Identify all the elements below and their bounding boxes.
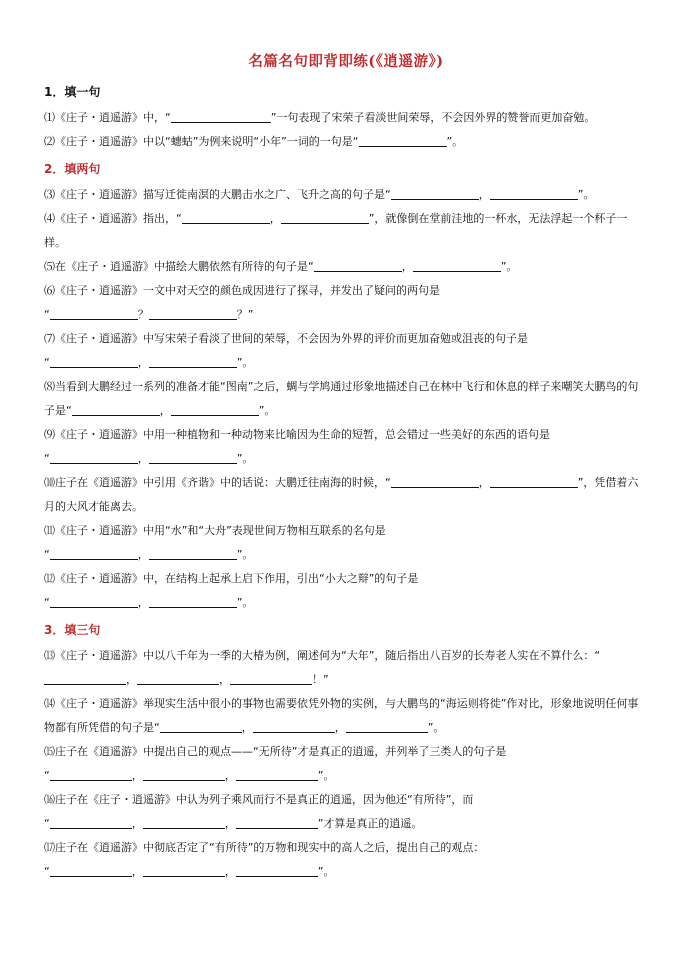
question-text: ， [137,356,149,369]
question-text: ， [401,260,413,273]
question-7 [44,327,648,351]
answer-blank[interactable] [50,768,132,781]
question-17-answer-line [44,860,648,884]
answer-blank[interactable] [160,720,242,733]
question-3 [44,183,648,207]
question-text: ”。 [317,865,335,878]
question-12-answer-line [44,591,648,615]
question-text: ， [224,817,236,830]
section-heading-2: 2．填两句 [44,162,101,176]
answer-blank[interactable] [50,451,138,464]
answer-blank[interactable] [143,864,225,877]
question-text: ”，凭借着六月的大风才能离去。 [44,476,639,513]
answer-blank[interactable] [236,816,318,829]
question-text: ”。 [427,721,445,734]
question-text: ⒀《庄子・逍遥游》中以八千年为一季的大椿为例，阐述何为“大年”，随后指出八百岁的长寿老人实在不算什么：“ [44,649,601,662]
question-15-answer-line [44,764,648,788]
answer-blank[interactable] [490,475,578,488]
question-text: “ [44,548,50,561]
question-text: “ [44,452,50,465]
question-text: “ [44,769,50,782]
question-text: ！” [312,673,329,686]
answer-blank[interactable] [182,211,270,224]
question-1 [44,106,648,130]
question-text: “ [44,356,50,369]
question-text: ”。 [317,769,335,782]
answer-blank[interactable] [391,475,479,488]
question-text: “ [44,865,50,878]
question-text: ”。 [500,260,518,273]
answer-blank[interactable] [143,816,225,829]
answer-blank[interactable] [50,595,138,608]
question-text: ⑻当看到大鹏经过一系列的准备才能“图南”之后，蜩与学鸠通过形象地描述自己在林中飞行和休息的样子来嘲笑大鹏鸟的句子是“ [44,380,639,417]
answer-blank[interactable] [391,187,479,200]
question-8 [44,375,648,423]
question-9 [44,423,648,447]
question-text: ？” [236,308,254,321]
question-13 [44,644,648,692]
answer-blank[interactable] [253,720,335,733]
answer-blank[interactable] [72,403,160,416]
question-text: ⑸在《庄子・逍遥游》中描绘大鹏依然有所待的句子是“ [44,260,314,273]
question-6-answer-line [44,303,648,327]
answer-blank[interactable] [236,768,318,781]
section-heading-3: 3．填三句 [44,623,101,637]
question-text: ， [137,452,149,465]
answer-blank[interactable] [44,672,126,685]
question-2 [44,130,648,154]
answer-blank[interactable] [149,547,237,560]
question-text: “ [44,817,50,830]
question-text: ”。 [236,356,254,369]
question-text: ”才算是真正的逍遥。 [317,817,423,830]
question-text: ， [224,865,236,878]
question-text: ⒁《庄子・逍遥游》举现实生活中很小的事物也需要依凭外物的实例，与大鹏鸟的“海运则将徙”作对比，形象地说明任何事物都有所凭借的句子是“ [44,697,639,734]
answer-blank[interactable] [359,134,447,147]
question-text: ”一句表现了宋荣子看淡世间荣辱，不会因外界的赞誉而更加奋勉。 [270,111,596,124]
question-text: ， [131,769,143,782]
question-12 [44,567,648,591]
question-text: ⑵《庄子・逍遥游》中以“蟪蛄”为例来说明“小年”一词的一句是“ [44,135,359,148]
question-text: ⑼《庄子・逍遥游》中用一种植物和一种动物来比喻因为生命的短暂，总会错过一些美好的东西的语句是 [44,428,550,441]
answer-blank[interactable] [143,768,225,781]
question-text: ， [224,769,236,782]
answer-blank[interactable] [413,259,501,272]
question-4 [44,207,648,255]
question-text: ”。 [236,596,254,609]
question-text: ”。 [236,452,254,465]
answer-blank[interactable] [346,720,428,733]
question-text: ， [478,476,490,489]
answer-blank[interactable] [314,259,402,272]
question-text: ⒃庄子在《庄子・逍遥游》中认为列子乘风而行不是真正的逍遥，因为他还“有所待”，而 [44,793,474,806]
question-text: ， [137,548,149,561]
question-text: ， [269,212,281,225]
question-16 [44,788,648,812]
question-16-answer-line [44,812,648,836]
question-10 [44,471,648,519]
question-7-answer-line [44,351,648,375]
question-text: ⑺《庄子・逍遥游》中写宋荣子看淡了世间的荣辱，不会因为外界的评价而更加奋勉或沮丧的句子是 [44,332,528,345]
answer-blank[interactable] [281,211,369,224]
question-text: ⑽庄子在《逍遥游》中引用《齐谐》中的话说：大鹏迁往南海的时候，“ [44,476,391,489]
question-text: ⒂庄子在《逍遥游》中提出自己的观点——“无所待”才是真正的逍遥，并列举了三类人的句子是 [44,745,507,758]
answer-blank[interactable] [230,672,312,685]
answer-blank[interactable] [50,816,132,829]
question-17 [44,836,648,860]
answer-blank[interactable] [50,547,138,560]
answer-blank[interactable] [50,307,138,320]
answer-blank[interactable] [149,595,237,608]
question-text: ， [131,865,143,878]
question-text: ， [241,721,253,734]
question-5 [44,255,648,279]
answer-blank[interactable] [171,110,271,123]
question-6 [44,279,648,303]
question-11 [44,519,648,543]
question-text: “ [44,308,50,321]
answer-blank[interactable] [236,864,318,877]
question-text: ”，就像倒在堂前洼地的一杯水，无法浮起一个杯子一样。 [44,212,628,249]
question-text: ， [126,673,137,686]
answer-blank[interactable] [50,864,132,877]
question-15 [44,740,648,764]
question-text: ⑹《庄子・逍遥游》一文中对天空的颜色成因进行了探寻，并发出了疑问的两句是 [44,284,440,297]
question-text: “ [44,596,50,609]
answer-blank[interactable] [149,355,237,368]
question-14 [44,692,648,740]
question-text: ⑴《庄子・逍遥游》中，“ [44,111,171,124]
answer-blank[interactable] [50,355,138,368]
question-9-answer-line [44,447,648,471]
question-text: ⑿《庄子・逍遥游》中，在结构上起承上启下作用，引出“小大之辩”的句子是 [44,572,419,585]
question-text: ”。 [577,188,595,201]
question-text: ⑾《庄子・逍遥游》中用“水”和“大舟”表现世间万物相互联系的名句是 [44,524,386,537]
question-text: ”。 [258,404,276,417]
question-text: ？ [137,308,149,321]
answer-blank[interactable] [171,403,259,416]
question-text: ⒄庄子在《逍遥游》中彻底否定了“有所待”的万物和现实中的高人之后，提出自己的观点： [44,841,485,854]
question-text: ， [478,188,490,201]
question-text: ， [137,596,149,609]
question-text: ， [219,673,230,686]
question-11-answer-line [44,543,648,567]
question-text: ， [334,721,346,734]
answer-blank[interactable] [149,451,237,464]
question-text: ⑶《庄子・逍遥游》描写迁徙南溟的大鹏击水之广、飞升之高的句子是“ [44,188,391,201]
page-title: 名篇名句即背即练(《逍遥游》) [248,53,444,70]
question-text: ⑷《庄子・逍遥游》指出，“ [44,212,182,225]
answer-blank[interactable] [137,672,219,685]
answer-blank[interactable] [490,187,578,200]
question-text: ”。 [446,135,464,148]
answer-blank[interactable] [149,307,237,320]
question-text: ”。 [236,548,254,561]
question-text: ， [131,817,143,830]
section-heading-1: 1．填一句 [44,85,101,99]
question-text: ， [159,404,171,417]
